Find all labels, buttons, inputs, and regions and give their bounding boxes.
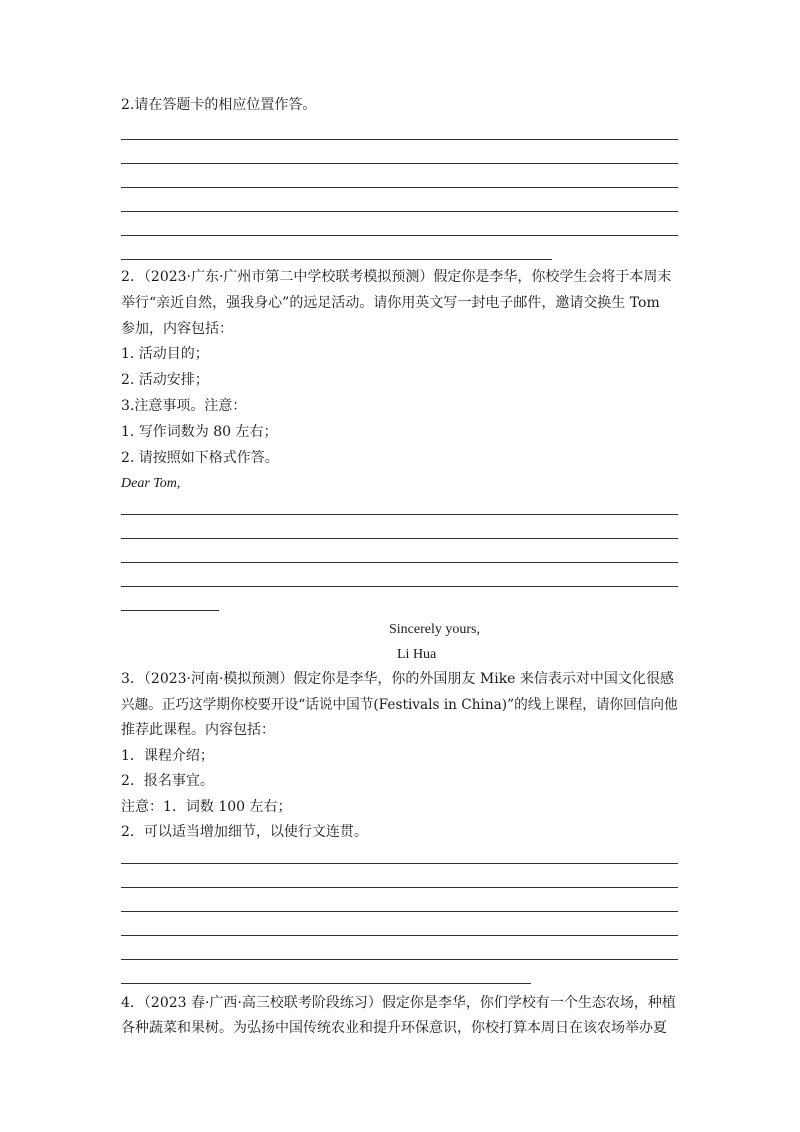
answer-line — [121, 959, 678, 960]
answer-line — [121, 562, 678, 563]
question-4-line-2: 各种蔬菜和果树。为弘扬中国传统农业和提升环保意识，你校打算本周日在该农场举办夏 — [121, 1020, 667, 1036]
question-3-line-2: 兴趣。正巧这学期你校要开设“话说中国节(Festivals in China)”的线上课程，请你回信向他 — [121, 697, 678, 713]
question-2-item-3: 3.注意事项。注意： — [121, 398, 247, 414]
question-3-note-2: 2．可以适当增加细节，以使行文连贯。 — [121, 824, 368, 840]
answer-line — [121, 211, 678, 212]
answer-line — [121, 187, 678, 188]
answer-instruction: 2.请在答题卡的相应位置作答。 — [121, 97, 317, 113]
answer-line — [121, 163, 678, 164]
answer-line — [121, 911, 678, 912]
question-3-line-1: 3．（2023·河南·模拟预测）假定你是李华，你的外国朋友 Mike 来信表示对中国文化很感 — [121, 671, 674, 687]
answer-line — [121, 863, 678, 864]
question-2-item-1: 1. 活动目的； — [121, 346, 209, 362]
question-3-item-1: 1．课程介绍； — [121, 748, 214, 764]
question-2-line-2: 举行“亲近自然，强我身心”的远足活动。请你用英文写一封电子邮件，邀请交换生 Tom — [121, 295, 660, 311]
question-2-item-2: 2. 活动安排； — [121, 372, 209, 388]
question-2-line-1: 2．（2023·广东·广州市第二中学校联考模拟预测）假定你是李华，你校学生会将于本周末 — [121, 269, 672, 285]
question-2-note-2: 2. 请按照如下格式作答。 — [121, 450, 279, 466]
question-3-note-1: 注意：1．词数 100 左右； — [121, 799, 292, 815]
letter-signature: Li Hua — [397, 647, 437, 662]
question-3-item-2: 2．报名事宜。 — [121, 773, 214, 789]
answer-line-short — [121, 983, 531, 984]
question-4-line-1: 4．（2023 春·广西·高三校联考阶段练习）假定你是李华，你们学校有一个生态农场，种植 — [121, 995, 676, 1011]
answer-line — [121, 887, 678, 888]
answer-line — [121, 586, 678, 587]
answer-line — [121, 139, 678, 140]
answer-line — [121, 235, 678, 236]
question-2-line-3: 参加，内容包括： — [121, 321, 233, 337]
letter-closing: Sincerely yours, — [389, 622, 480, 637]
answer-line — [121, 935, 678, 936]
answer-line-short — [121, 610, 219, 611]
letter-salutation: Dear Tom, — [121, 476, 181, 491]
question-2-note-1: 1. 写作词数为 80 左右； — [121, 424, 278, 440]
answer-line-short — [121, 259, 552, 260]
answer-line — [121, 514, 678, 515]
question-3-line-3: 推荐此课程。内容包括： — [121, 722, 275, 738]
answer-line — [121, 538, 678, 539]
